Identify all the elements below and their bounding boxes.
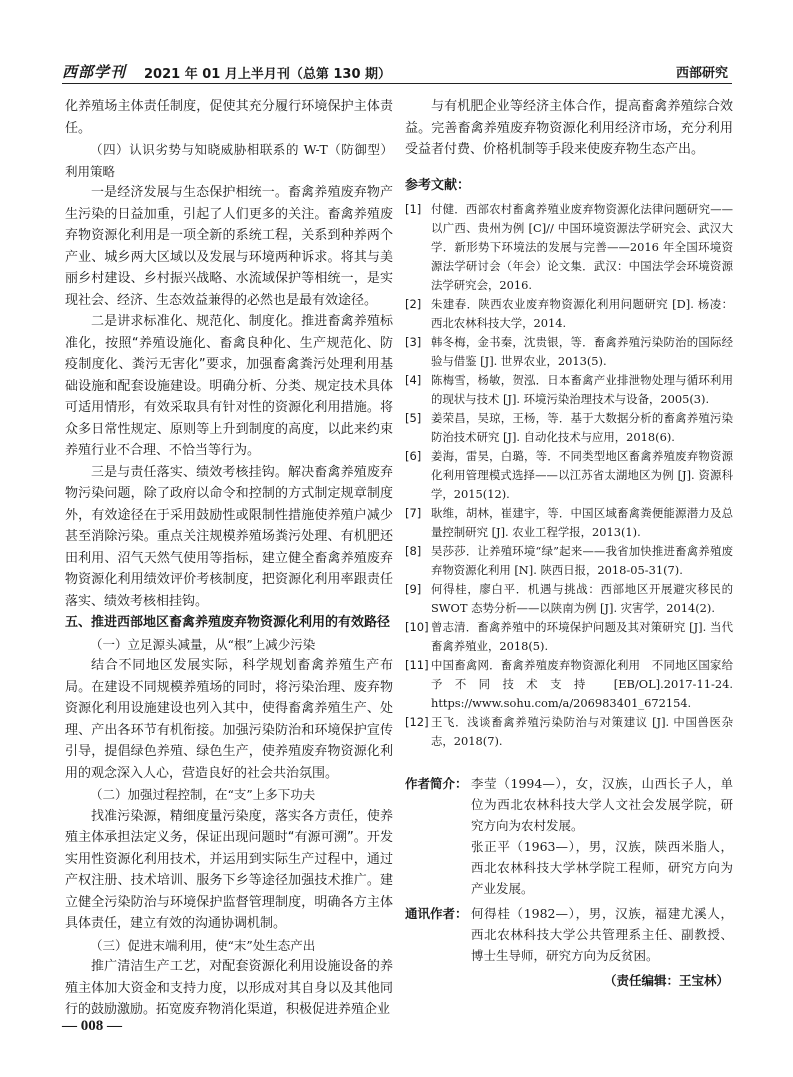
- reference-number: [7]: [405, 506, 422, 520]
- reference-item: [405, 371, 733, 409]
- subsection-heading: （三）促进末端利用，使“末”处生态产出: [90, 937, 316, 953]
- reference-number: [10]: [405, 620, 429, 634]
- subsection-heading: （二）加强过程控制，在“支”上多下功夫: [90, 787, 316, 802]
- corresponding-author-label: 通讯作者：: [405, 906, 468, 921]
- reference-text: 付健．西部农村畜禽养殖业废弃物资源化法律问题研究——以广西、贵州为例 [C]// 中国环境资源法学研究会、武汉大学．新形势下环境法的发展与完善——2016 年全国环境资源法学研讨会（年会）论文集．武汉：中国法学会环境资源法学研究会，2016.: [431, 202, 733, 292]
- body-paragraph: 结合不同地区发展实际，科学规划畜禽养殖生产布局。在建设不同规模养殖场的同时，将污染治理、废弃物资源化利用设施建设也列入其中，使得畜禽养殖生产、处理、产出各环节有机衔接。加强污染防治和环境保护宣传引导，提倡绿色养殖、绿色生产，使养殖废弃物资源化利用的观念深入人心，营造良好的社会共治氛围。: [65, 658, 393, 781]
- reference-number: [4]: [405, 373, 422, 387]
- reference-text: 吴莎莎．让养殖环境“绿”起来——我省加快推进畜禽养殖废弃物资源化利用 [N]. 陕西日报，2018-05-31(7).: [431, 544, 733, 577]
- section-name: 西部研究: [675, 66, 728, 81]
- reference-text: 韩冬梅，金书秦，沈贵银，等．畜禽养殖污染防治的国际经验与借鉴 [J]. 世界农业，2013(5).: [431, 335, 733, 368]
- author-label: 作者简介：: [405, 776, 468, 791]
- reference-text: 中国畜禽网．畜禽养殖废弃物资源化利用 不同地区国家给予不同技术支持 [EB/OL].2017-11-24. https://www.sohu.com/a/206983401_672154.: [431, 658, 733, 710]
- page-header: [62, 57, 732, 84]
- reference-item: [405, 580, 733, 618]
- references-heading: 参考文献：: [405, 177, 471, 193]
- journal-logo: 西部学刊: [62, 63, 127, 81]
- reference-text: 朱建春．陕西农业废弃物资源化利用问题研究 [D]. 杨凌：西北农林科技大学，2014.: [431, 297, 733, 330]
- reference-number: [12]: [405, 715, 429, 729]
- right-column: [405, 96, 733, 992]
- reference-item: [405, 618, 733, 656]
- corresponding-author: 何得桂（1982—），男，汉族，福建尤溪人，西北农林科技大学公共管理系主任、副教授、博士生导师，研究方向为反贫困。: [471, 906, 733, 963]
- reference-number: [9]: [405, 582, 422, 596]
- author-2: 张正平（1963—），男，汉族，陕西米脂人，西北农林科技大学林学院工程师，研究方向为产业发展。: [471, 839, 733, 896]
- reference-number: [5]: [405, 411, 422, 425]
- body-paragraph: 化养殖场主体责任制度，促使其充分履行环境保护主体责任。: [65, 99, 393, 136]
- reference-item: [405, 656, 733, 713]
- reference-number: [3]: [405, 335, 422, 349]
- reference-text: 姜荣昌，吴琼，王杨，等．基于大数据分析的畜禽养殖污染防治技术研究 [J]. 自动化技术与应用，2018(6).: [431, 411, 733, 444]
- body-paragraph: 三是与责任落实、绩效考核挂钩。解决畜禽养殖废弃物污染问题，除了政府以命令和控制的方式制定规章制度外，有效途径在于采用鼓励性或限制性措施使养殖户减少甚至消除污染。重点关注规模养殖场粪污处理、有机肥还田利用、沼气天然气使用等指标，建立健全畜禽养殖废弃物资源化利用绩效评价考核制度，把资源化利用率跟责任落实、绩效考核相挂钩。: [65, 464, 393, 609]
- issue-info: 2021 年 01 月上半月刊（总第 130 期）: [144, 67, 392, 82]
- body-paragraph: 推广清洁生产工艺，对配套资源化利用设施设备的养殖主体加大资金和支持力度，以形成对其自身以及其他同行的鼓励激励。拓宽废弃物消化渠道，积极促进养殖企业: [65, 959, 393, 1017]
- editor-note: （责任编辑：王宝林）: [603, 973, 729, 988]
- reference-text: 王飞．浅谈畜禽养殖污染防治与对策建议 [J]. 中国兽医杂志，2018(7).: [431, 715, 733, 748]
- reference-text: 曾志清．畜禽养殖中的环境保护问题及其对策研究 [J]. 当代畜禽养殖业，2018(5).: [431, 620, 733, 653]
- reference-number: [11]: [405, 658, 429, 672]
- reference-item: [405, 200, 733, 295]
- reference-item: [405, 409, 733, 447]
- references-list: [405, 200, 733, 751]
- subsection-heading: （四）认识劣势与知晓威胁相联系的 W-T（防御型）利用策略: [65, 142, 393, 179]
- reference-text: 姜海，雷昊，白璐，等．不同类型地区畜禽养殖废弃物资源化利用管理模式选择——以江苏省太湖地区为例 [J]. 资源科学，2015(12).: [431, 449, 733, 501]
- page-number: — 008 —: [62, 1018, 122, 1034]
- reference-text: 陈梅雪，杨敏，贺泓．日本畜禽产业排泄物处理与循环利用的现状与技术 [J]. 环境污染治理技术与设备，2005(3).: [431, 373, 733, 406]
- reference-item: [405, 542, 733, 580]
- reference-item: [405, 713, 733, 751]
- reference-number: [6]: [405, 449, 422, 463]
- body-paragraph: 找准污染源，精细度量污染度，落实各方责任，使养殖主体承担法定义务，保证出现问题时“有源可溯”。开发实用性资源化利用技术，并运用到实际生产过程中，通过产权注册、技术培训、服务下乡等途径加强技术推广。建立健全污染防治与环境保护监督管理制度，明确各方主体具体责任，建立有效的沟通协调机制。: [65, 808, 393, 931]
- body-paragraph: 与有机肥企业等经济主体合作，提高畜禽养殖综合效益。完善畜禽养殖废弃物资源化利用经济市场，充分利用受益者付费、价格机制等手段来使废弃物生态产出。: [405, 99, 733, 157]
- author-1: 李莹（1994—），女，汉族，山西长子人，单位为西北农林科技大学人文社会发展学院，研究方向为农村发展。: [471, 776, 733, 833]
- reference-item: [405, 447, 733, 504]
- reference-number: [2]: [405, 297, 422, 311]
- reference-number: [1]: [405, 202, 422, 216]
- body-paragraph: 一是经济发展与生态保护相统一。畜禽养殖废弃物产生污染的日益加重，引起了人们更多的关注。畜禽养殖废弃物资源化利用是一项全新的系统工程，关系到种养两个产业、城乡两大区域以及发展与环境两种诉求。将其与美丽乡村建设、乡村振兴战略、水流域保护等相统一，是实现社会、经济、生态效益兼得的必然也是最有效途径。: [65, 185, 393, 308]
- left-column: [65, 96, 393, 1021]
- body-paragraph: 二是讲求标准化、规范化、制度化。推进畜禽养殖标准化，按照“养殖设施化、畜禽良种化、生产规范化、防疫制度化、粪污无害化”要求，加强畜禽粪污处理利用基础设施和配套设施建设。明确分析、分类、规定技术具体可适用情形，有效采取具有针对性的资源化利用措施。将众多日常性规定、原则等上升到制度的高度，以此来约束养殖行业不合理、不恰当等行为。: [65, 314, 393, 458]
- reference-item: [405, 333, 733, 371]
- reference-text: 何得桂，廖白平．机遇与挑战：西部地区开展避灾移民的 SWOT 态势分析——以陕南为例 [J]. 灾害学，2014(2).: [431, 582, 733, 615]
- author-info: [405, 773, 733, 966]
- reference-item: [405, 295, 733, 333]
- section-heading: 五、推进西部地区畜禽养殖废弃物资源化利用的有效路径: [65, 615, 391, 630]
- reference-item: [405, 504, 733, 542]
- subsection-heading: （一）立足源头减量，从“根”上减少污染: [90, 636, 316, 652]
- reference-number: [8]: [405, 544, 422, 558]
- reference-text: 耿维，胡林，崔建宇，等．中国区域畜禽粪便能源潜力及总量控制研究 [J]. 农业工程学报，2013(1).: [431, 506, 733, 539]
